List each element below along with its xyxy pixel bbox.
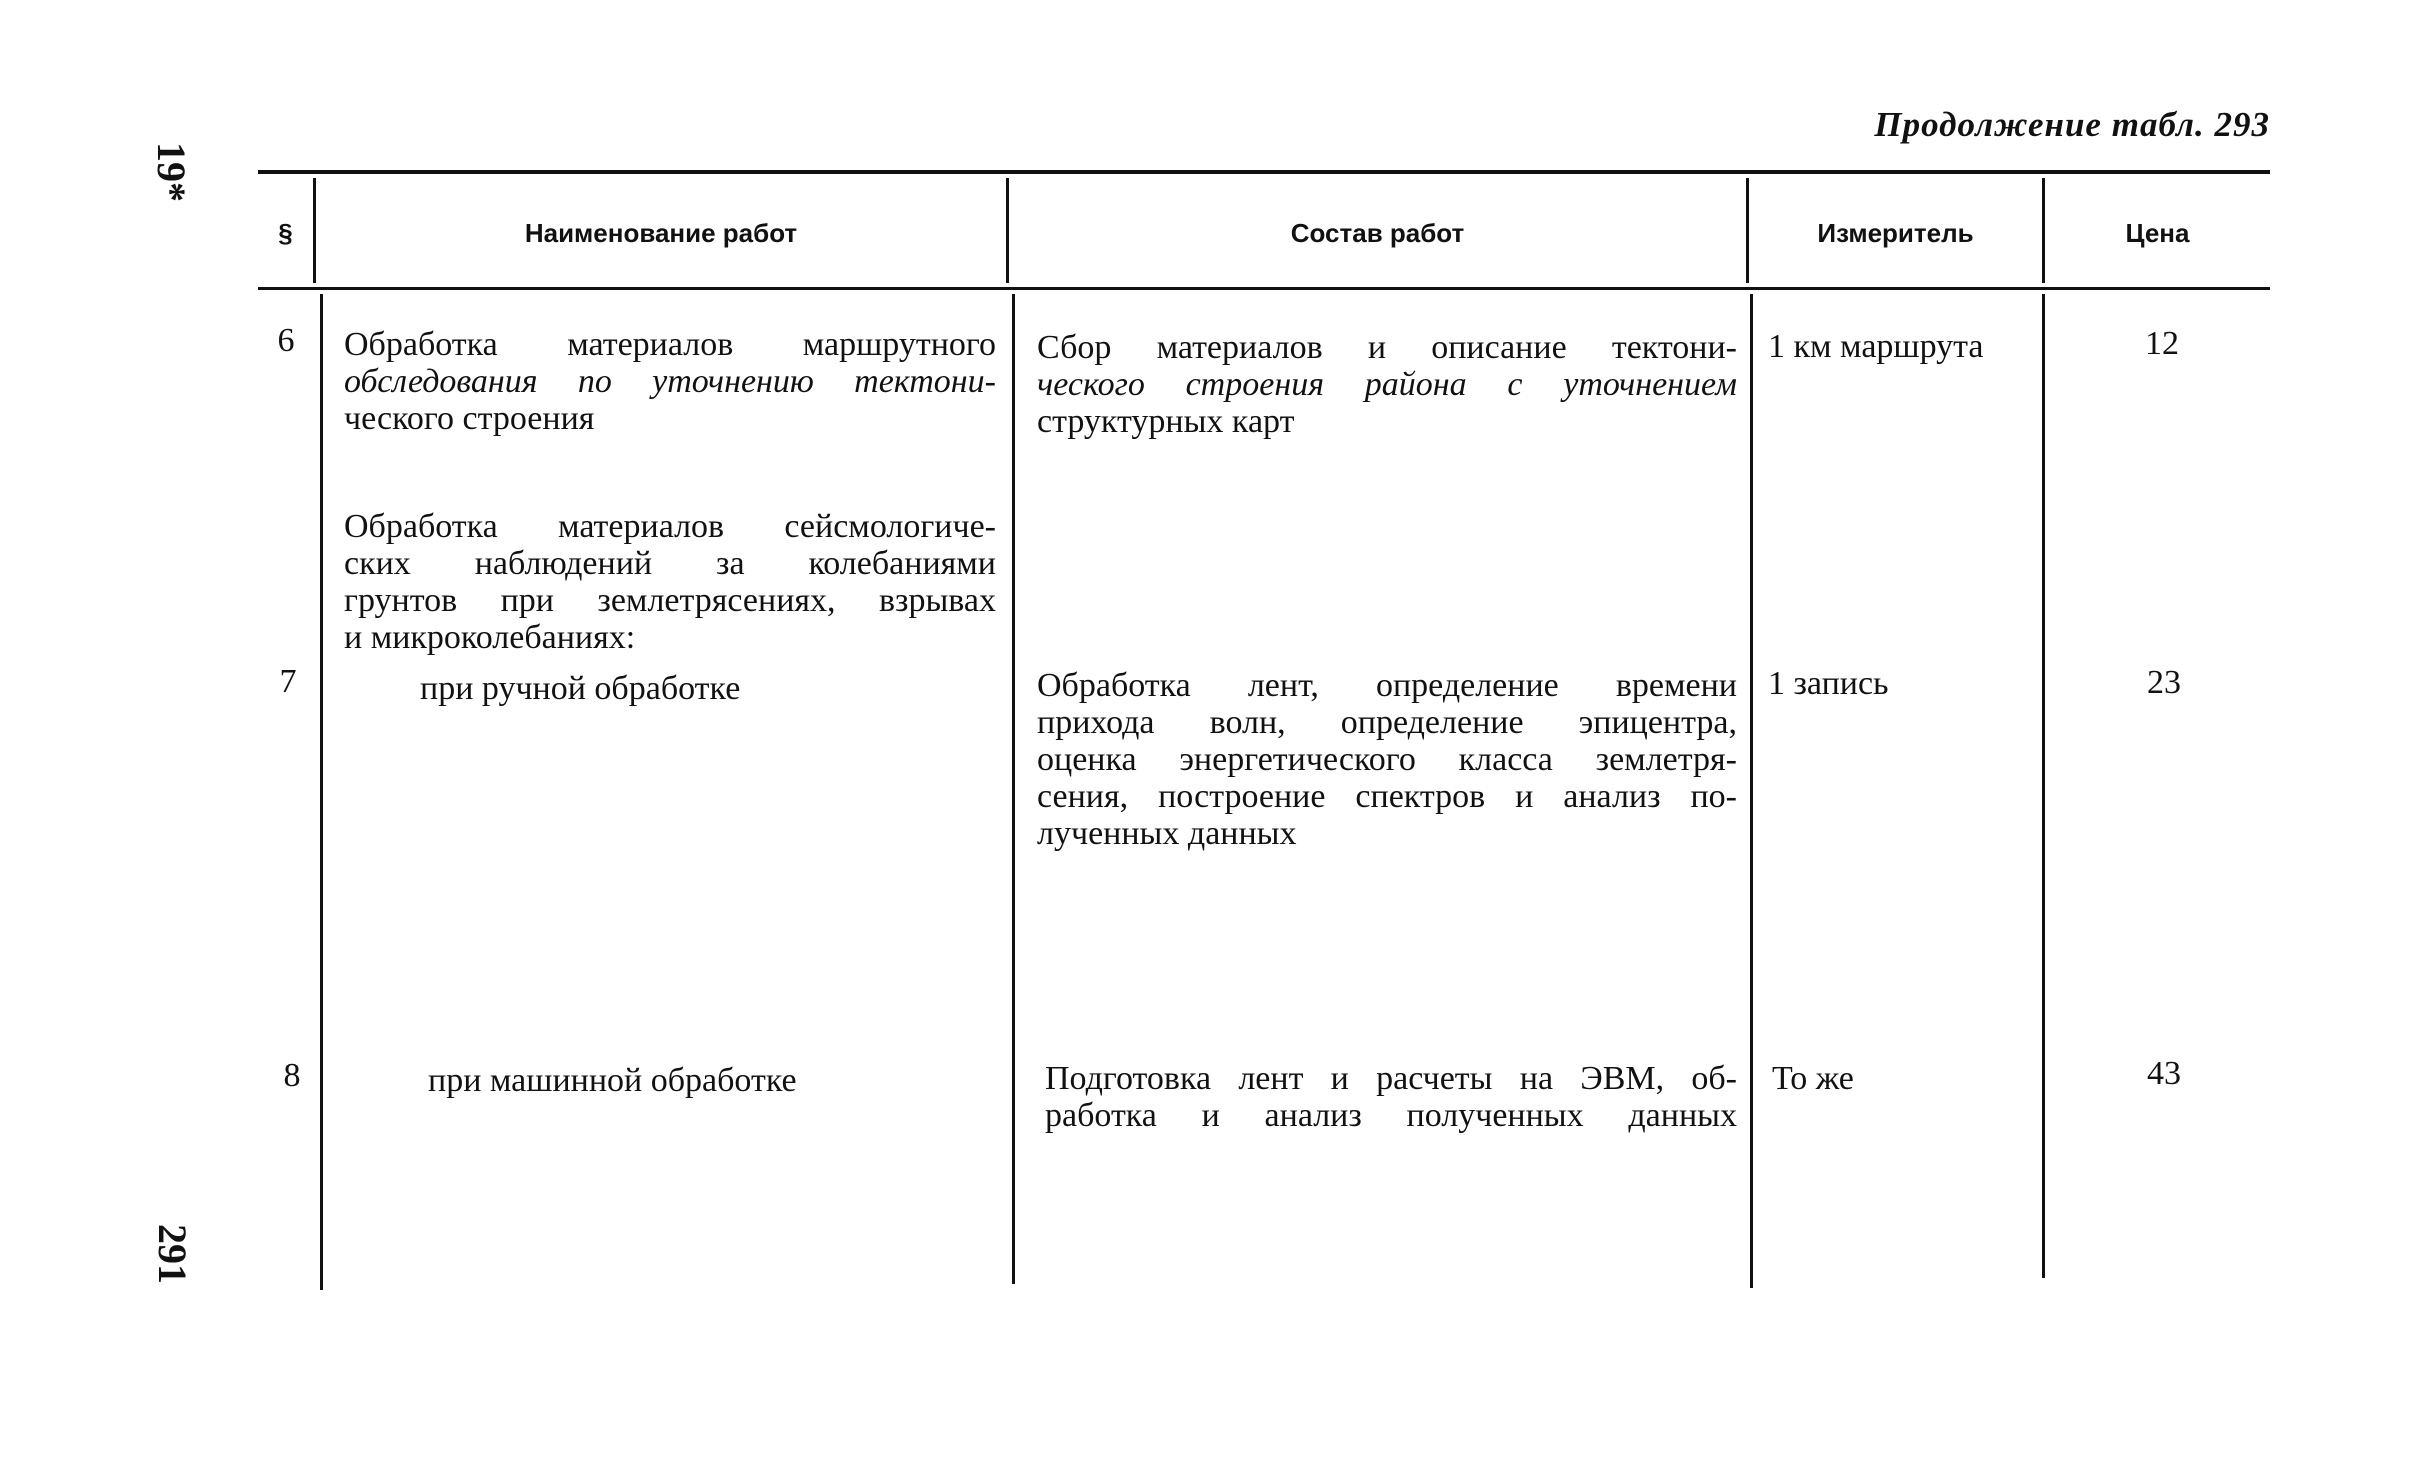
row-6-composition bbox=[1037, 329, 1737, 440]
group-title-line-4: и микроколебаниях: bbox=[344, 619, 636, 656]
row-7-composition-line-4: сения, построение спектров и анализ по- bbox=[1037, 778, 1737, 815]
header-section: § bbox=[278, 218, 293, 248]
table-top-rule bbox=[258, 170, 2270, 174]
row-7-composition-line-2: прихода волн, определение эпицентра, bbox=[1037, 704, 1737, 741]
row-6-name-line-3: ческого строения bbox=[344, 400, 595, 437]
col-sep-3-body bbox=[1750, 294, 1753, 1288]
row-6-composition-line-3: структурных карт bbox=[1037, 403, 1295, 440]
row-8-composition-line-2: работка и анализ полученных данных bbox=[1045, 1097, 1737, 1134]
row-7-composition-line-5: лученных данных bbox=[1037, 815, 1297, 852]
row-8-unit: То же bbox=[1772, 1060, 1854, 1097]
row-6-composition-line-1: Сбор материалов и описание тектони- bbox=[1037, 329, 1737, 366]
col-sep-4-body bbox=[2042, 294, 2045, 1278]
row-7-composition bbox=[1037, 667, 1737, 852]
row-6-num: 6 bbox=[277, 322, 295, 359]
table-caption: Продолжение табл. 293 bbox=[1874, 105, 2270, 144]
row-8-price: 43 bbox=[2147, 1055, 2181, 1092]
row-6-name bbox=[344, 326, 996, 437]
header-unit: Измеритель bbox=[1817, 218, 1974, 248]
page-mark-bottom: 291 bbox=[150, 1224, 195, 1284]
group-title-line-2: ских наблюдений за колебаниями bbox=[344, 545, 996, 582]
row-7-price: 23 bbox=[2147, 664, 2181, 701]
group-title-line-1: Обработка материалов сейсмологиче- bbox=[344, 508, 996, 545]
col-sep-2-body bbox=[1012, 294, 1015, 1284]
row-8-composition-line-1: Подготовка лент и расчеты на ЭВМ, об- bbox=[1045, 1060, 1737, 1097]
row-7-unit: 1 запись bbox=[1768, 665, 1889, 702]
row-7-composition-line-3: оценка энергетического класса землетря- bbox=[1037, 741, 1737, 778]
row-7-num: 7 bbox=[279, 663, 297, 700]
row-6-composition-line-2: ческого строения района с уточнением bbox=[1037, 366, 1737, 403]
header-composition: Состав работ bbox=[1290, 218, 1465, 248]
row-7-name: при ручной обработке bbox=[420, 670, 741, 707]
row-6-name-line-2: обследования по уточнению тектони- bbox=[344, 363, 996, 400]
row-8-composition bbox=[1045, 1060, 1737, 1134]
group-title-line-3: грунтов при землетрясениях, взрывах bbox=[344, 582, 996, 619]
header-price: Цена bbox=[2125, 218, 2190, 248]
row-6-unit: 1 км маршрута bbox=[1768, 328, 1984, 365]
page-mark-top: 19* bbox=[149, 142, 194, 202]
col-sep-1-body bbox=[320, 294, 323, 1290]
row-8-name: при машинной обработке bbox=[428, 1062, 797, 1099]
row-6-name-line-1: Обработка материалов маршрутного bbox=[344, 326, 996, 363]
row-8-num: 8 bbox=[283, 1057, 301, 1094]
header-bottom-rule bbox=[258, 287, 2270, 290]
header-name: Наименование работ bbox=[524, 218, 798, 248]
row-7-composition-line-1: Обработка лент, определение времени bbox=[1037, 667, 1737, 704]
group-title-seismological bbox=[344, 508, 996, 656]
row-6-price: 12 bbox=[2145, 325, 2179, 362]
